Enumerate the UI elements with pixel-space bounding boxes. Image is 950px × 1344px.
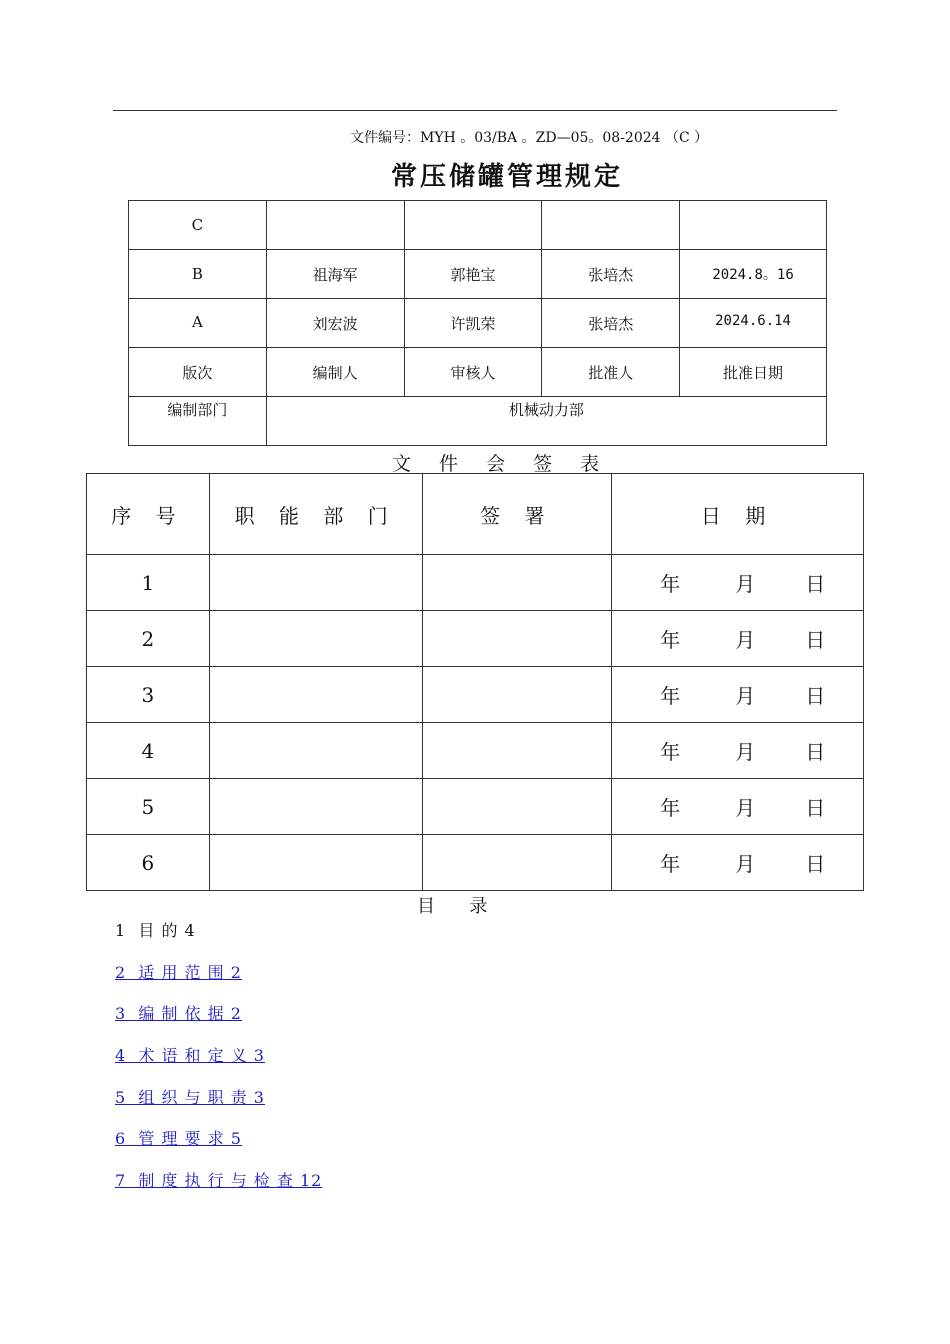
signoff-header-date: 日 期 [612, 474, 864, 555]
signoff-row [87, 723, 864, 779]
date-year: 年 [660, 572, 681, 596]
version-cell: 郭艳宝 [404, 250, 542, 299]
date-month: 月 [735, 628, 756, 652]
signoff-row [87, 555, 864, 611]
signoff-date-cell[interactable] [612, 611, 864, 667]
version-cell: 刘宏波 [266, 299, 404, 348]
signoff-dept-cell[interactable] [209, 611, 422, 667]
version-row [129, 201, 827, 250]
date-year: 年 [660, 852, 681, 876]
signoff-row-no: 2 [87, 611, 210, 667]
version-cell [680, 201, 827, 250]
toc-item [115, 918, 322, 960]
date-day: 日 [805, 684, 826, 708]
toc-item [115, 960, 322, 1002]
signoff-header-sign: 签 署 [422, 474, 612, 555]
signoff-dept-cell[interactable] [209, 667, 422, 723]
date-year: 年 [660, 796, 681, 820]
version-row [129, 299, 827, 348]
signoff-row [87, 779, 864, 835]
version-cell: 许凯荣 [404, 299, 542, 348]
table-of-contents [115, 918, 322, 1210]
version-header-cell: 审核人 [404, 348, 542, 397]
toc-entry-purpose: 1 目 的 4 [115, 921, 196, 940]
signoff-table [86, 473, 864, 891]
signoff-row-no: 1 [87, 555, 210, 611]
toc-link-terms[interactable]: 4 术 语 和 定 义 3 [115, 1046, 265, 1066]
toc-link-responsibilities[interactable]: 5 组 织 与 职 责 3 [115, 1087, 265, 1107]
signoff-signature-cell[interactable] [422, 835, 612, 891]
signoff-header-row [87, 474, 864, 555]
version-cell [542, 201, 680, 250]
signoff-dept-cell[interactable] [209, 835, 422, 891]
signoff-header-dept: 职 能 部 门 [209, 474, 422, 555]
signoff-signature-cell[interactable] [422, 555, 612, 611]
toc-link-scope[interactable]: 2 适 用 范 围 2 [115, 962, 242, 982]
department-label: 编制部门 [129, 397, 267, 446]
version-cell: 祖海军 [266, 250, 404, 299]
signoff-date-cell[interactable] [612, 555, 864, 611]
date-year: 年 [660, 684, 681, 708]
signoff-header-no: 序 号 [87, 474, 210, 555]
signoff-signature-cell[interactable] [422, 611, 612, 667]
date-day: 日 [805, 852, 826, 876]
toc-link-basis[interactable]: 3 编 制 依 据 2 [115, 1004, 242, 1024]
signoff-date-cell[interactable] [612, 667, 864, 723]
date-month: 月 [735, 740, 756, 764]
date-day: 日 [805, 628, 826, 652]
signoff-row-no: 3 [87, 667, 210, 723]
version-cell: 张培杰 [542, 250, 680, 299]
signoff-date-cell[interactable] [612, 835, 864, 891]
version-cell: A [129, 299, 267, 348]
version-header-cell: 批准人 [542, 348, 680, 397]
toc-item [115, 1168, 322, 1210]
signoff-row-no: 4 [87, 723, 210, 779]
version-header-cell: 编制人 [266, 348, 404, 397]
date-year: 年 [660, 628, 681, 652]
document-title: 常压储罐管理规定 [390, 162, 623, 192]
signoff-dept-cell[interactable] [209, 723, 422, 779]
date-month: 月 [735, 572, 756, 596]
signoff-caption: 文 件 会 签 表 [392, 453, 611, 475]
date-day: 日 [805, 796, 826, 820]
signoff-date-cell[interactable] [612, 723, 864, 779]
date-month: 月 [735, 852, 756, 876]
toc-link-enforcement[interactable]: 7 制 度 执 行 与 检 查 12 [115, 1171, 323, 1191]
date-year: 年 [660, 740, 681, 764]
date-month: 月 [735, 796, 756, 820]
top-rule [113, 110, 837, 111]
version-cell [266, 201, 404, 250]
toc-item [115, 1085, 322, 1127]
version-cell: 张培杰 [542, 299, 680, 348]
version-header-row [129, 348, 827, 397]
signoff-dept-cell[interactable] [209, 779, 422, 835]
version-cell: B [129, 250, 267, 299]
signoff-dept-cell[interactable] [209, 555, 422, 611]
version-cell [404, 201, 542, 250]
version-header-cell: 批准日期 [680, 348, 827, 397]
signoff-signature-cell[interactable] [422, 723, 612, 779]
department-row [129, 397, 827, 446]
signoff-signature-cell[interactable] [422, 779, 612, 835]
version-cell: 2024.8。16 [680, 250, 827, 299]
date-month: 月 [735, 684, 756, 708]
date-day: 日 [805, 572, 826, 596]
date-day: 日 [805, 740, 826, 764]
signoff-row [87, 611, 864, 667]
signoff-row-no: 6 [87, 835, 210, 891]
department-value: 机械动力部 [266, 397, 826, 446]
version-row [129, 250, 827, 299]
version-table [128, 200, 827, 446]
toc-item [115, 1001, 322, 1043]
version-header-cell: 版次 [129, 348, 267, 397]
toc-item [115, 1126, 322, 1168]
toc-item [115, 1043, 322, 1085]
toc-title: 目 录 [417, 896, 488, 917]
signoff-row [87, 835, 864, 891]
signoff-signature-cell[interactable] [422, 667, 612, 723]
version-cell: C [129, 201, 267, 250]
signoff-date-cell[interactable] [612, 779, 864, 835]
signoff-row [87, 667, 864, 723]
document-number: 文件编号：MYH 。03/BA 。ZD—05。08-2024 （C ） [350, 130, 709, 146]
version-cell: 2024.6.14 [680, 299, 827, 348]
signoff-row-no: 5 [87, 779, 210, 835]
toc-link-requirements[interactable]: 6 管 理 要 求 5 [115, 1129, 242, 1149]
